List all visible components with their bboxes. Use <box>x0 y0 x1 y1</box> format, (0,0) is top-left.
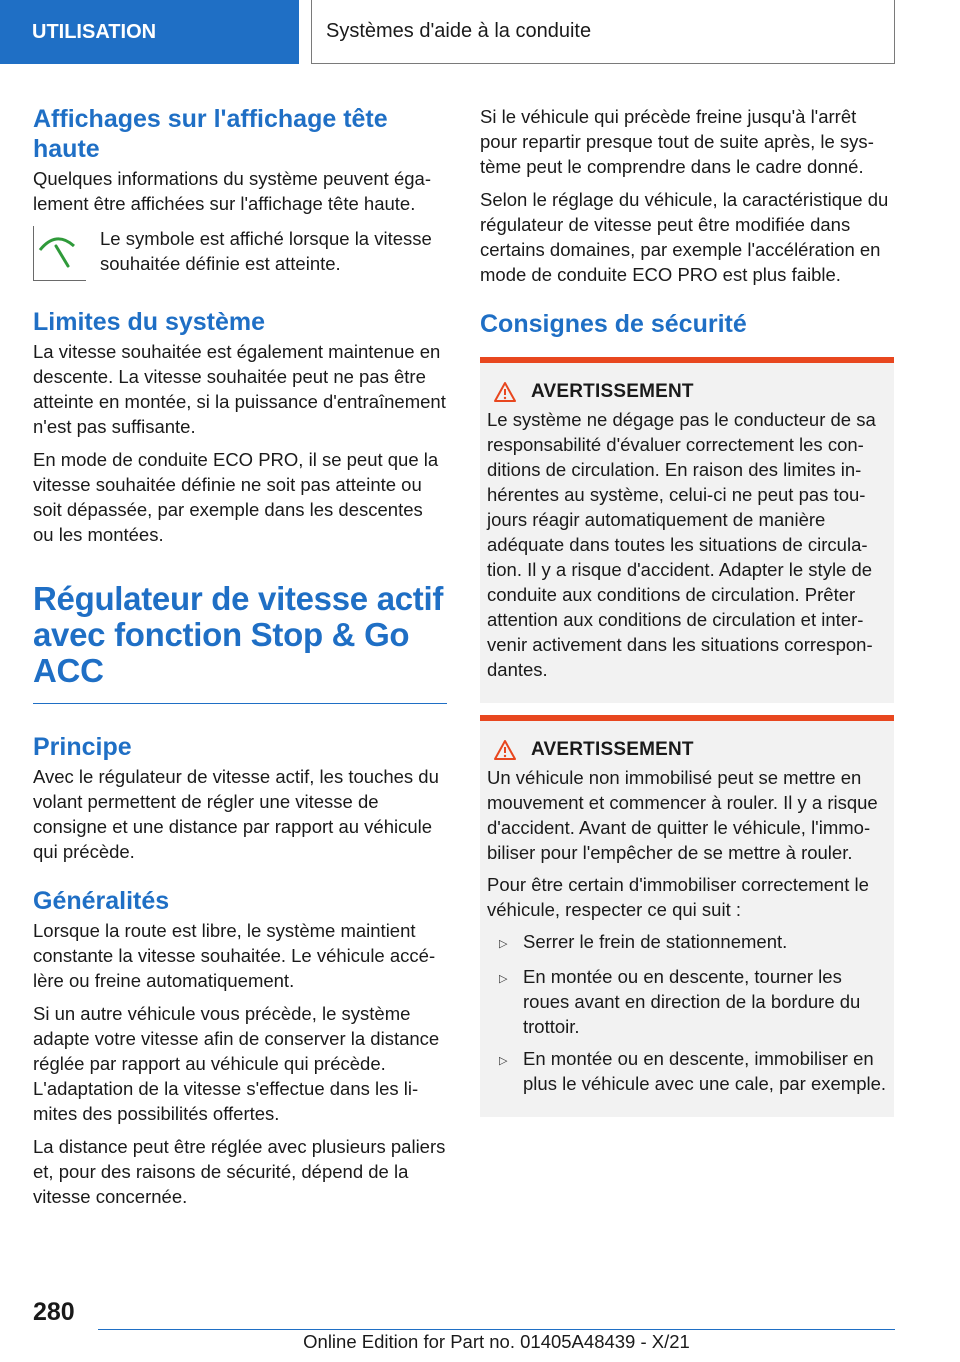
symbol-row <box>33 226 447 281</box>
warning-text-1: Le système ne dégage pas le conducteur de sa responsabilité d'évaluer correctement les conditions de circulation. En raison des limites inhérentes au système, celui-ci ne peut pas toujours réagir automatiquement de manière adéquate dans toutes les situations de circulation. Il y a risque d'accident. Adapter le style de conduite aux conditions de circulation. Prêter attention aux conditions de circulation et intervenir activement dans les situations correspondantes. <box>487 409 876 680</box>
footer-rule <box>98 1329 895 1330</box>
warning-title: AVERTISSEMENT <box>531 739 694 760</box>
warning-bullet-list <box>487 929 887 1096</box>
text-right-1: Si le véhicule qui précède freine jusqu'à l'arrêt pour repartir presque tout de suite après, le système peut le comprendre dans le cadre donné. <box>480 106 874 177</box>
text-generalites-1: Lorsque la route est libre, le système maintient constante la vitesse souhaitée. Le véhicule accélère ou freine automatiquement. <box>33 920 436 991</box>
heading-principe: Principe <box>33 733 132 761</box>
section-tab: UTILISATION <box>0 0 299 64</box>
warning-text-2a: Un véhicule non immobilisé peut se mettre en mouvement et commencer à rouler. Il y a risque d'accident. Avant de quitter le véhicule, l'immobiliser pour l'empêcher de se mettre à rouler. <box>487 767 878 863</box>
list-item-text: Serrer le frein de stationnement. <box>523 931 788 952</box>
left-column <box>33 104 447 1217</box>
heading-generalites: Généralités <box>33 887 170 915</box>
symbol-description: Le symbole est affiché lorsque la vitesse souhaitée définie est atteinte. <box>100 228 432 274</box>
text-generalites-2: Si un autre véhicule vous précède, le système adapte votre vitesse afin de conserver la distance réglée par rapport au véhicule qui précède. L'adaptation de la vitesse s'effectue dans les limites des possibilités offertes. <box>33 1003 440 1124</box>
warning-box-2 <box>480 715 894 1117</box>
heading-consignes: Consignes de sécurité <box>480 310 747 338</box>
warning-header <box>487 739 887 761</box>
list-item <box>487 929 887 957</box>
heading-acc: Régulateur de vitesse actif avec fonction Stop & Go ACC <box>33 580 444 689</box>
warning-box-1 <box>480 357 894 703</box>
warning-triangle-icon <box>493 739 517 761</box>
speed-reached-symbol-icon <box>33 226 86 281</box>
bullet-triangle-icon: ▷ <box>499 973 508 985</box>
page-number: 280 <box>33 1298 75 1326</box>
warning-text-2b: Pour être certain d'immobiliser correctement le véhicule, respecter ce qui suit : <box>487 874 869 920</box>
warning-header <box>487 381 887 403</box>
warning-triangle-icon <box>493 381 517 403</box>
text-limites-1: La vitesse souhaitée est également maintenue en descente. La vitesse souhaitée peut ne pas être atteinte en montée, si la puissance d'entraînement n'est pas suffisante. <box>33 341 446 437</box>
heading-rule <box>33 703 447 704</box>
text-principe: Avec le régulateur de vitesse actif, les touches du volant permettent de régler une vitesse de consigne et une distance par rapport au véhicule qui précède. <box>33 766 439 862</box>
list-item <box>487 1046 887 1096</box>
text-limites-2: En mode de conduite ECO PRO, il se peut que la vitesse souhaitée définie ne soit pas atteinte ou soit dépassée, par exemple dans les descentes ou les montées. <box>33 449 439 545</box>
chapter-title: Systèmes d'aide à la conduite <box>311 0 895 64</box>
heading-limites: Limites du système <box>33 308 266 336</box>
text-affichages: Quelques informations du système peuvent également être affichées sur l'affichage tête haute. <box>33 168 431 214</box>
footer-edition: Online Edition for Part no. 01405A48439 - X/21 <box>303 1331 690 1352</box>
list-item <box>487 964 887 1039</box>
list-item-text: En montée ou en descente, tourner les roues avant en direction de la bordure du trottoir. <box>523 966 861 1037</box>
text-generalites-3: La distance peut être réglée avec plusieurs paliers et, pour des raisons de sécurité, dépend de la vitesse concernée. <box>33 1136 446 1207</box>
heading-affichages: Affichages sur l'affichage tête haute <box>33 105 388 163</box>
bullet-triangle-icon: ▷ <box>499 938 508 950</box>
bullet-triangle-icon: ▷ <box>499 1055 508 1067</box>
warning-title: AVERTISSEMENT <box>531 381 694 402</box>
right-column <box>480 104 894 1129</box>
list-item-text: En montée ou en descente, immobiliser en plus le véhicule avec une cale, par exemple. <box>523 1048 887 1094</box>
text-right-2: Selon le réglage du véhicule, la caractéristique du régulateur de vitesse peut être modifiée dans certains domaines, par exemple l'accélération en mode de conduite ECO PRO est plus faible. <box>480 189 889 285</box>
